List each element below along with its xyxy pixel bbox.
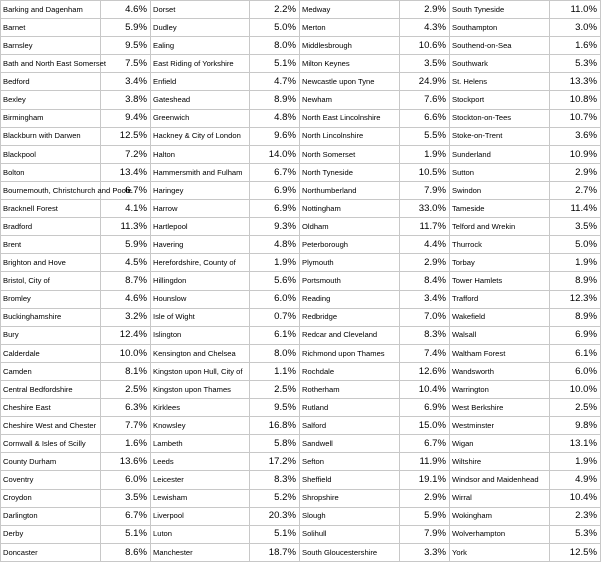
percentage-cell[interactable]: 8.3% [400, 326, 450, 344]
percentage-cell[interactable]: 9.5% [101, 37, 151, 55]
percentage-cell[interactable]: 7.9% [400, 181, 450, 199]
area-name-cell[interactable]: Enfield [151, 73, 250, 91]
area-name-cell[interactable]: Liverpool [151, 507, 250, 525]
percentage-cell[interactable]: 10.0% [101, 344, 151, 362]
percentage-cell[interactable]: 5.9% [101, 236, 151, 254]
percentage-cell[interactable]: 4.7% [250, 73, 300, 91]
area-name-cell[interactable]: Hillingdon [151, 272, 250, 290]
area-name-cell[interactable]: Kirklees [151, 399, 250, 417]
area-name-cell[interactable]: County Durham [1, 453, 101, 471]
area-name-cell[interactable]: South Gloucestershire [300, 543, 400, 561]
percentage-cell[interactable]: 5.5% [400, 127, 450, 145]
percentage-cell[interactable]: 8.9% [250, 91, 300, 109]
area-name-cell[interactable]: Wolverhampton [450, 525, 550, 543]
percentage-cell[interactable]: 6.1% [250, 326, 300, 344]
percentage-cell[interactable]: 1.1% [250, 362, 300, 380]
area-name-cell[interactable]: Bexley [1, 91, 101, 109]
area-name-cell[interactable]: Swindon [450, 181, 550, 199]
percentage-cell[interactable]: 14.0% [250, 145, 300, 163]
percentage-cell[interactable]: 19.1% [400, 471, 450, 489]
area-name-cell[interactable]: Waltham Forest [450, 344, 550, 362]
area-name-cell[interactable]: Cheshire East [1, 399, 101, 417]
percentage-cell[interactable]: 1.6% [101, 435, 151, 453]
percentage-cell[interactable]: 7.0% [400, 308, 450, 326]
percentage-cell[interactable]: 5.9% [101, 19, 151, 37]
percentage-cell[interactable]: 2.9% [400, 489, 450, 507]
area-name-cell[interactable]: Dudley [151, 19, 250, 37]
area-name-cell[interactable]: North Tyneside [300, 163, 400, 181]
table-row [1, 254, 601, 272]
area-name-cell[interactable]: Slough [300, 507, 400, 525]
area-name-cell[interactable]: Greenwich [151, 109, 250, 127]
area-name-cell[interactable]: Stockport [450, 91, 550, 109]
area-name-cell[interactable]: Oldham [300, 218, 400, 236]
percentage-cell[interactable]: 7.7% [101, 417, 151, 435]
percentage-cell[interactable]: 6.7% [250, 163, 300, 181]
percentage-cell[interactable]: 4.8% [250, 236, 300, 254]
percentage-cell[interactable]: 11.4% [550, 200, 601, 218]
percentage-cell[interactable]: 1.9% [550, 254, 601, 272]
percentage-cell[interactable]: 3.2% [101, 308, 151, 326]
area-name-cell[interactable]: Birmingham [1, 109, 101, 127]
area-name-cell[interactable]: Torbay [450, 254, 550, 272]
area-name-cell[interactable]: Wirral [450, 489, 550, 507]
percentage-cell[interactable]: 6.9% [550, 326, 601, 344]
area-name-cell[interactable]: Wandsworth [450, 362, 550, 380]
percentage-cell[interactable]: 24.9% [400, 73, 450, 91]
area-name-cell[interactable]: Medway [300, 1, 400, 19]
percentage-cell[interactable]: 9.6% [250, 127, 300, 145]
percentage-cell[interactable]: 8.9% [550, 308, 601, 326]
area-name-cell[interactable]: Newham [300, 91, 400, 109]
area-name-cell[interactable]: Cheshire West and Chester [1, 417, 101, 435]
table-row [1, 489, 601, 507]
area-name-cell[interactable]: Leeds [151, 453, 250, 471]
area-name-cell[interactable]: Wiltshire [450, 453, 550, 471]
area-name-cell[interactable]: Bolton [1, 163, 101, 181]
percentage-cell[interactable]: 13.1% [550, 435, 601, 453]
percentage-cell[interactable]: 5.3% [550, 55, 601, 73]
area-name-cell[interactable]: Tameside [450, 200, 550, 218]
table-row [1, 218, 601, 236]
percentage-cell[interactable]: 10.8% [550, 91, 601, 109]
area-name-cell[interactable]: Hammersmith and Fulham [151, 163, 250, 181]
percentage-cell[interactable]: 6.0% [101, 471, 151, 489]
percentage-cell[interactable]: 2.5% [250, 380, 300, 398]
percentage-cell[interactable]: 5.1% [250, 55, 300, 73]
percentage-cell[interactable]: 6.0% [250, 290, 300, 308]
area-name-cell[interactable]: Milton Keynes [300, 55, 400, 73]
area-name-cell[interactable]: Havering [151, 236, 250, 254]
area-name-cell[interactable]: Lambeth [151, 435, 250, 453]
percentage-cell[interactable]: 3.5% [101, 489, 151, 507]
area-name-cell[interactable]: Bournemouth, Christchurch and Poole [1, 181, 101, 199]
percentage-cell[interactable]: 7.2% [101, 145, 151, 163]
area-name-cell[interactable]: Walsall [450, 326, 550, 344]
area-name-cell[interactable]: Hartlepool [151, 218, 250, 236]
area-name-cell[interactable]: Merton [300, 19, 400, 37]
percentage-cell[interactable]: 6.7% [400, 435, 450, 453]
area-name-cell[interactable]: Northumberland [300, 181, 400, 199]
percentage-cell[interactable]: 4.4% [400, 236, 450, 254]
area-name-cell[interactable]: North East Lincolnshire [300, 109, 400, 127]
percentage-cell[interactable]: 12.3% [550, 290, 601, 308]
area-name-cell[interactable]: Brighton and Hove [1, 254, 101, 272]
table-row [1, 181, 601, 199]
table-row [1, 127, 601, 145]
area-name-cell[interactable]: Manchester [151, 543, 250, 561]
table-row [1, 525, 601, 543]
area-name-cell[interactable]: Hackney & City of London [151, 127, 250, 145]
percentage-cell[interactable]: 8.0% [250, 37, 300, 55]
percentage-cell[interactable]: 9.3% [250, 218, 300, 236]
table-row [1, 344, 601, 362]
percentage-cell[interactable]: 33.0% [400, 200, 450, 218]
area-name-cell[interactable]: Knowsley [151, 417, 250, 435]
percentage-cell[interactable]: 6.7% [101, 507, 151, 525]
area-name-cell[interactable]: Leicester [151, 471, 250, 489]
area-name-cell[interactable]: North Lincolnshire [300, 127, 400, 145]
area-name-cell[interactable]: Hounslow [151, 290, 250, 308]
area-name-cell[interactable]: Wakefield [450, 308, 550, 326]
table-row [1, 73, 601, 91]
area-name-cell[interactable]: Bedford [1, 73, 101, 91]
percentage-cell[interactable]: 2.9% [550, 163, 601, 181]
percentage-cell[interactable]: 3.5% [400, 55, 450, 73]
area-name-cell[interactable]: Sunderland [450, 145, 550, 163]
area-name-cell[interactable]: Camden [1, 362, 101, 380]
percentage-cell[interactable]: 6.7% [101, 181, 151, 199]
percentage-cell[interactable]: 11.7% [400, 218, 450, 236]
area-name-cell[interactable]: Barnsley [1, 37, 101, 55]
percentage-cell[interactable]: 8.7% [101, 272, 151, 290]
percentage-cell[interactable]: 3.0% [550, 19, 601, 37]
percentage-cell[interactable]: 15.0% [400, 417, 450, 435]
area-name-cell[interactable]: Herefordshire, County of [151, 254, 250, 272]
percentage-cell[interactable]: 2.2% [250, 1, 300, 19]
percentage-cell[interactable]: 10.9% [550, 145, 601, 163]
percentage-cell[interactable]: 10.7% [550, 109, 601, 127]
area-name-cell[interactable]: Ealing [151, 37, 250, 55]
percentage-cell[interactable]: 5.6% [250, 272, 300, 290]
percentage-cell[interactable]: 13.6% [101, 453, 151, 471]
percentage-cell[interactable]: 5.3% [550, 525, 601, 543]
area-name-cell[interactable]: West Berkshire [450, 399, 550, 417]
area-name-cell[interactable]: Buckinghamshire [1, 308, 101, 326]
area-name-cell[interactable]: Luton [151, 525, 250, 543]
percentage-cell[interactable]: 12.5% [101, 127, 151, 145]
percentage-cell[interactable]: 6.9% [400, 399, 450, 417]
percentage-cell[interactable]: 5.0% [550, 236, 601, 254]
percentage-cell[interactable]: 5.1% [101, 525, 151, 543]
table-row [1, 471, 601, 489]
percentage-cell[interactable]: 10.4% [400, 380, 450, 398]
percentage-cell[interactable]: 6.1% [550, 344, 601, 362]
area-name-cell[interactable]: South Tyneside [450, 1, 550, 19]
area-name-cell[interactable]: Southampton [450, 19, 550, 37]
area-name-cell[interactable]: Southend-on-Sea [450, 37, 550, 55]
area-name-cell[interactable]: Doncaster [1, 543, 101, 561]
area-name-cell[interactable]: Rutland [300, 399, 400, 417]
percentage-cell[interactable]: 12.4% [101, 326, 151, 344]
percentage-cell[interactable]: 13.4% [101, 163, 151, 181]
area-name-cell[interactable]: Barking and Dagenham [1, 1, 101, 19]
area-name-cell[interactable]: Rochdale [300, 362, 400, 380]
area-name-cell[interactable]: Portsmouth [300, 272, 400, 290]
percentage-cell[interactable]: 9.4% [101, 109, 151, 127]
table-row [1, 326, 601, 344]
percentage-cell[interactable]: 10.6% [400, 37, 450, 55]
area-name-cell[interactable]: Lewisham [151, 489, 250, 507]
area-name-cell[interactable]: Kingston upon Thames [151, 380, 250, 398]
area-name-cell[interactable]: Islington [151, 326, 250, 344]
area-name-cell[interactable]: Coventry [1, 471, 101, 489]
area-name-cell[interactable]: Stoke-on-Trent [450, 127, 550, 145]
area-name-cell[interactable]: Croydon [1, 489, 101, 507]
percentage-cell[interactable]: 6.9% [250, 200, 300, 218]
percentage-cell[interactable]: 5.1% [250, 525, 300, 543]
area-name-cell[interactable]: Trafford [450, 290, 550, 308]
percentage-cell[interactable]: 10.4% [550, 489, 601, 507]
percentage-cell[interactable]: 3.6% [550, 127, 601, 145]
area-name-cell[interactable]: Gateshead [151, 91, 250, 109]
table-row [1, 380, 601, 398]
area-name-cell[interactable]: Bracknell Forest [1, 200, 101, 218]
percentage-cell[interactable]: 8.4% [400, 272, 450, 290]
area-name-cell[interactable]: Stockton-on-Tees [450, 109, 550, 127]
area-name-cell[interactable]: North Somerset [300, 145, 400, 163]
area-name-cell[interactable]: Newcastle upon Tyne [300, 73, 400, 91]
area-name-cell[interactable]: Warrington [450, 380, 550, 398]
table-row [1, 19, 601, 37]
area-name-cell[interactable]: Calderdale [1, 344, 101, 362]
percentage-cell[interactable]: 5.2% [250, 489, 300, 507]
percentage-cell[interactable]: 2.5% [101, 380, 151, 398]
table-row [1, 200, 601, 218]
percentage-cell[interactable]: 9.8% [550, 417, 601, 435]
percentage-cell[interactable]: 6.6% [400, 109, 450, 127]
area-name-cell[interactable]: Southwark [450, 55, 550, 73]
area-name-cell[interactable]: Sheffield [300, 471, 400, 489]
percentage-cell[interactable]: 6.3% [101, 399, 151, 417]
percentage-cell[interactable]: 13.3% [550, 73, 601, 91]
percentage-cell[interactable]: 2.5% [550, 399, 601, 417]
percentage-cell[interactable]: 11.3% [101, 218, 151, 236]
percentage-cell[interactable]: 1.6% [550, 37, 601, 55]
area-name-cell[interactable]: York [450, 543, 550, 561]
percentage-cell[interactable]: 20.3% [250, 507, 300, 525]
percentage-cell[interactable]: 12.5% [550, 543, 601, 561]
percentage-cell[interactable]: 5.8% [250, 435, 300, 453]
area-name-cell[interactable]: Sandwell [300, 435, 400, 453]
area-name-cell[interactable]: Halton [151, 145, 250, 163]
area-name-cell[interactable]: Bradford [1, 218, 101, 236]
area-name-cell[interactable]: Bath and North East Somerset [1, 55, 101, 73]
percentage-cell[interactable]: 8.9% [550, 272, 601, 290]
area-name-cell[interactable]: East Riding of Yorkshire [151, 55, 250, 73]
percentage-cell[interactable]: 17.2% [250, 453, 300, 471]
area-name-cell[interactable]: Wokingham [450, 507, 550, 525]
area-name-cell[interactable]: Redbridge [300, 308, 400, 326]
area-name-cell[interactable]: Nottingham [300, 200, 400, 218]
area-name-cell[interactable]: Isle of Wight [151, 308, 250, 326]
spreadsheet-body [1, 1, 601, 562]
table-row [1, 236, 601, 254]
area-name-cell[interactable]: Cornwall & Isles of Scilly [1, 435, 101, 453]
area-name-cell[interactable]: Richmond upon Thames [300, 344, 400, 362]
table-row [1, 109, 601, 127]
table-row [1, 272, 601, 290]
percentage-cell[interactable]: 7.6% [400, 91, 450, 109]
percentage-cell[interactable]: 3.4% [101, 73, 151, 91]
area-name-cell[interactable]: Rotherham [300, 380, 400, 398]
table-row [1, 399, 601, 417]
area-name-cell[interactable]: Thurrock [450, 236, 550, 254]
table-row [1, 435, 601, 453]
area-name-cell[interactable]: Derby [1, 525, 101, 543]
percentage-cell[interactable]: 4.1% [101, 200, 151, 218]
area-name-cell[interactable]: St. Helens [450, 73, 550, 91]
table-row [1, 417, 601, 435]
area-name-cell[interactable]: Barnet [1, 19, 101, 37]
percentage-cell[interactable]: 6.9% [250, 181, 300, 199]
area-name-cell[interactable]: Sutton [450, 163, 550, 181]
percentage-cell[interactable]: 2.3% [550, 507, 601, 525]
table-row [1, 55, 601, 73]
table-row [1, 308, 601, 326]
area-name-cell[interactable]: Brent [1, 236, 101, 254]
table-row [1, 362, 601, 380]
table-row [1, 91, 601, 109]
area-name-cell[interactable]: Bromley [1, 290, 101, 308]
area-name-cell[interactable]: Westminster [450, 417, 550, 435]
percentage-cell[interactable]: 4.3% [400, 19, 450, 37]
percentage-cell[interactable]: 4.8% [250, 109, 300, 127]
percentage-cell[interactable]: 7.9% [400, 525, 450, 543]
percentage-cell[interactable]: 7.5% [101, 55, 151, 73]
percentage-cell[interactable]: 2.9% [400, 254, 450, 272]
percentage-cell[interactable]: 11.9% [400, 453, 450, 471]
area-name-cell[interactable]: Bristol, City of [1, 272, 101, 290]
area-name-cell[interactable]: Kensington and Chelsea [151, 344, 250, 362]
percentage-cell[interactable]: 4.9% [550, 471, 601, 489]
area-name-cell[interactable]: Dorset [151, 1, 250, 19]
percentage-cell[interactable]: 8.1% [101, 362, 151, 380]
area-name-cell[interactable]: Reading [300, 290, 400, 308]
percentage-cell[interactable]: 4.6% [101, 1, 151, 19]
area-name-cell[interactable]: Harrow [151, 200, 250, 218]
table-row [1, 163, 601, 181]
percentage-cell[interactable]: 7.4% [400, 344, 450, 362]
percentage-cell[interactable]: 4.5% [101, 254, 151, 272]
table-row [1, 290, 601, 308]
area-name-cell[interactable]: Solihull [300, 525, 400, 543]
percentage-cell[interactable]: 5.0% [250, 19, 300, 37]
area-name-cell[interactable]: Sefton [300, 453, 400, 471]
area-name-cell[interactable]: Windsor and Maidenhead [450, 471, 550, 489]
percentage-cell[interactable]: 5.9% [400, 507, 450, 525]
percentage-cell[interactable]: 18.7% [250, 543, 300, 561]
area-name-cell[interactable]: Bury [1, 326, 101, 344]
area-name-cell[interactable]: Shropshire [300, 489, 400, 507]
area-name-cell[interactable]: Haringey [151, 181, 250, 199]
area-name-cell[interactable]: Peterborough [300, 236, 400, 254]
percentage-cell[interactable]: 9.5% [250, 399, 300, 417]
area-name-cell[interactable]: Darlington [1, 507, 101, 525]
table-row [1, 543, 601, 561]
percentage-cell[interactable]: 3.8% [101, 91, 151, 109]
percentage-cell[interactable]: 11.0% [550, 1, 601, 19]
table-row [1, 1, 601, 19]
area-name-cell[interactable]: Redcar and Cleveland [300, 326, 400, 344]
percentage-cell[interactable]: 3.3% [400, 543, 450, 561]
percentage-cell[interactable]: 10.0% [550, 380, 601, 398]
area-name-cell[interactable]: Salford [300, 417, 400, 435]
percentage-cell[interactable]: 1.9% [550, 453, 601, 471]
percentage-cell[interactable]: 3.5% [550, 218, 601, 236]
percentage-cell[interactable]: 8.6% [101, 543, 151, 561]
percentage-cell[interactable]: 16.8% [250, 417, 300, 435]
percentage-cell[interactable]: 1.9% [250, 254, 300, 272]
percentage-cell[interactable]: 3.4% [400, 290, 450, 308]
area-name-cell[interactable]: Central Bedfordshire [1, 380, 101, 398]
percentage-cell[interactable]: 6.0% [550, 362, 601, 380]
percentage-cell[interactable]: 0.7% [250, 308, 300, 326]
area-name-cell[interactable]: Middlesbrough [300, 37, 400, 55]
area-name-cell[interactable]: Kingston upon Hull, City of [151, 362, 250, 380]
table-row [1, 145, 601, 163]
percentage-cell[interactable]: 8.0% [250, 344, 300, 362]
area-name-cell[interactable]: Blackburn with Darwen [1, 127, 101, 145]
percentage-cell[interactable]: 2.7% [550, 181, 601, 199]
percentage-cell[interactable]: 10.5% [400, 163, 450, 181]
area-name-cell[interactable]: Blackpool [1, 145, 101, 163]
area-name-cell[interactable]: Tower Hamlets [450, 272, 550, 290]
percentage-cell[interactable]: 8.3% [250, 471, 300, 489]
table-row [1, 37, 601, 55]
area-name-cell[interactable]: Telford and Wrekin [450, 218, 550, 236]
percentage-cell[interactable]: 2.9% [400, 1, 450, 19]
percentage-cell[interactable]: 1.9% [400, 145, 450, 163]
table-row [1, 507, 601, 525]
area-name-cell[interactable]: Wigan [450, 435, 550, 453]
percentage-cell[interactable]: 12.6% [400, 362, 450, 380]
area-name-cell[interactable]: Plymouth [300, 254, 400, 272]
percentage-cell[interactable]: 4.6% [101, 290, 151, 308]
table-row [1, 453, 601, 471]
